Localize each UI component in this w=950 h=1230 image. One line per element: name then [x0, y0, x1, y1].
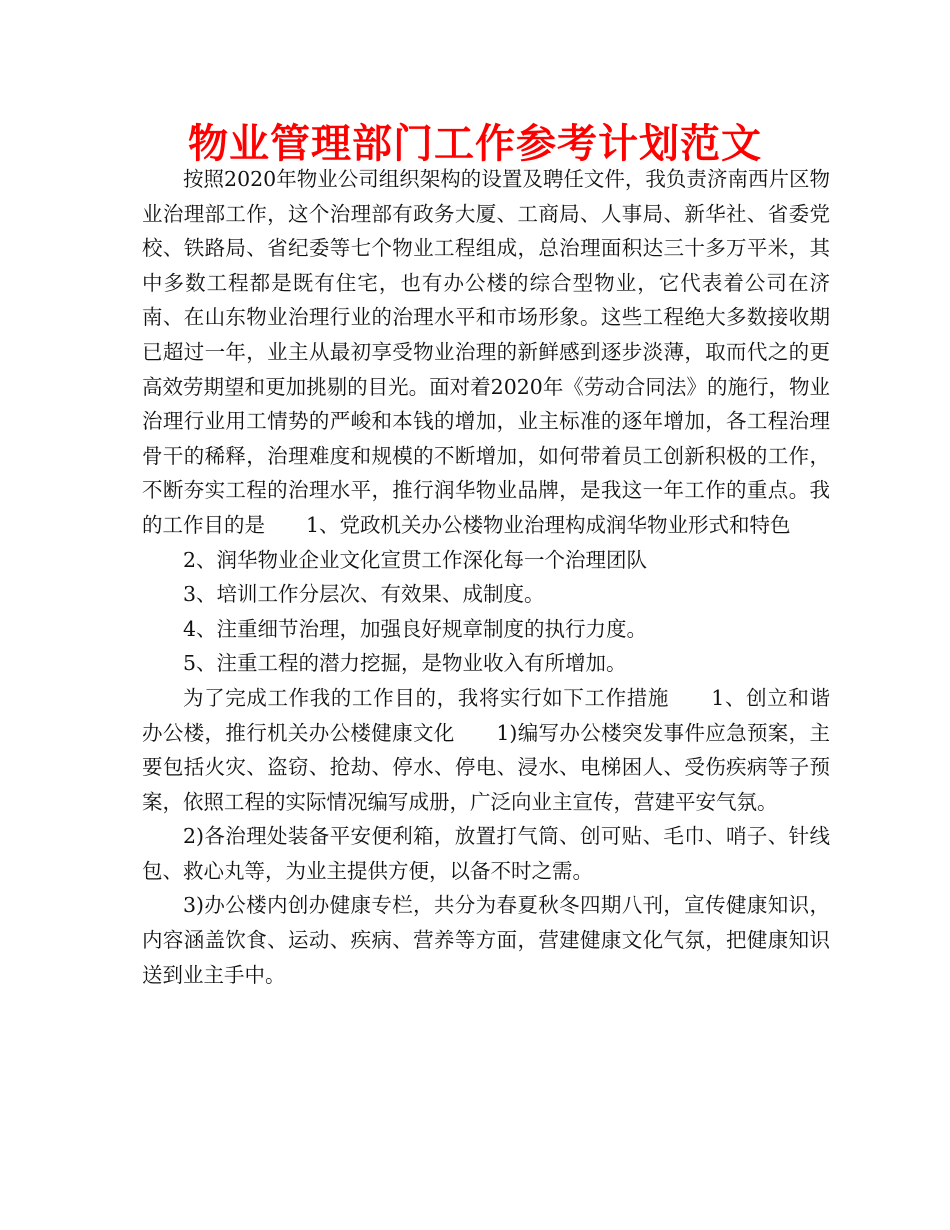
paragraph-goal-5: 5、注重工程的潜力挖掘，是物业收入有所增加。 [183, 651, 627, 676]
paragraph-goal-2: 2、润华物业企业文化宣贯工作深化每一个治理团队 [183, 547, 648, 572]
paragraph-goal-4: 4、注重细节治理，加强良好规章制度的执行力度。 [183, 616, 648, 641]
paragraph-goal-3: 3、培训工作分层次、有效果、成制度。 [183, 582, 545, 607]
paragraph-health-column: 3)办公楼内创办健康专栏，共分为春夏秋冬四期八刊，宣传健康知识，内容涵盖饮食、运动、疾病、营养等方面，营建健康文化气氛，把健康知识送到业主手中。 [142, 893, 830, 987]
paragraph-measures: 为了完成工作我的工作目的，我将实行如下工作措施 1、创立和谐办公楼，推行机关办公楼健康文化 1)编写办公楼突发事件应急预案，主要包括火灾、盗窃、抢劫、停水、停电、浸水、电梯困人、受伤疾病等子预案，依照工程的实际情况编写成册，广泛向业主宣传，营建平安气氛。 [142, 685, 830, 814]
paragraph-safety-box: 2)各治理处装备平安便利箱，放置打气筒、创可贴、毛巾、哨子、针线包、救心丸等，为业主提供方便，以备不时之需。 [142, 824, 830, 883]
paragraph-intro: 按照2020年物业公司组织架构的设置及聘任文件，我负责济南西片区物业治理部工作，这个治理部有政务大厦、工商局、人事局、新华社、省委党校、铁路局、省纪委等七个物业工程组成，总治理面积达三十多万平米，其中多数工程都是既有住宅，也有办公楼的综合型物业，它代表着公司在济南、在山东物业治理行业的治理水平和市场形象。这些工程绝大多数接收期已超过一年，业主从最初享受物业治理的新鲜感到逐步淡薄，取而代之的更高效劳期望和更加挑剔的目光。面对着2020年《劳动合同法》的施行，物业治理行业用工情势的严峻和本钱的增加，业主标准的逐年增加，各工程治理骨干的稀释，治理难度和规模的不断增加，如何带着员工创新积极的工作，不断夯实工程的治理水平，推行润华物业品牌，是我这一年工作的重点。我的工作目的是 1、党政机关办公楼物业治理构成润华物业形式和特色 [142, 167, 830, 537]
document-title: 物业管理部门工作参考计划范文 [188, 121, 762, 167]
document-body [142, 162, 830, 992]
